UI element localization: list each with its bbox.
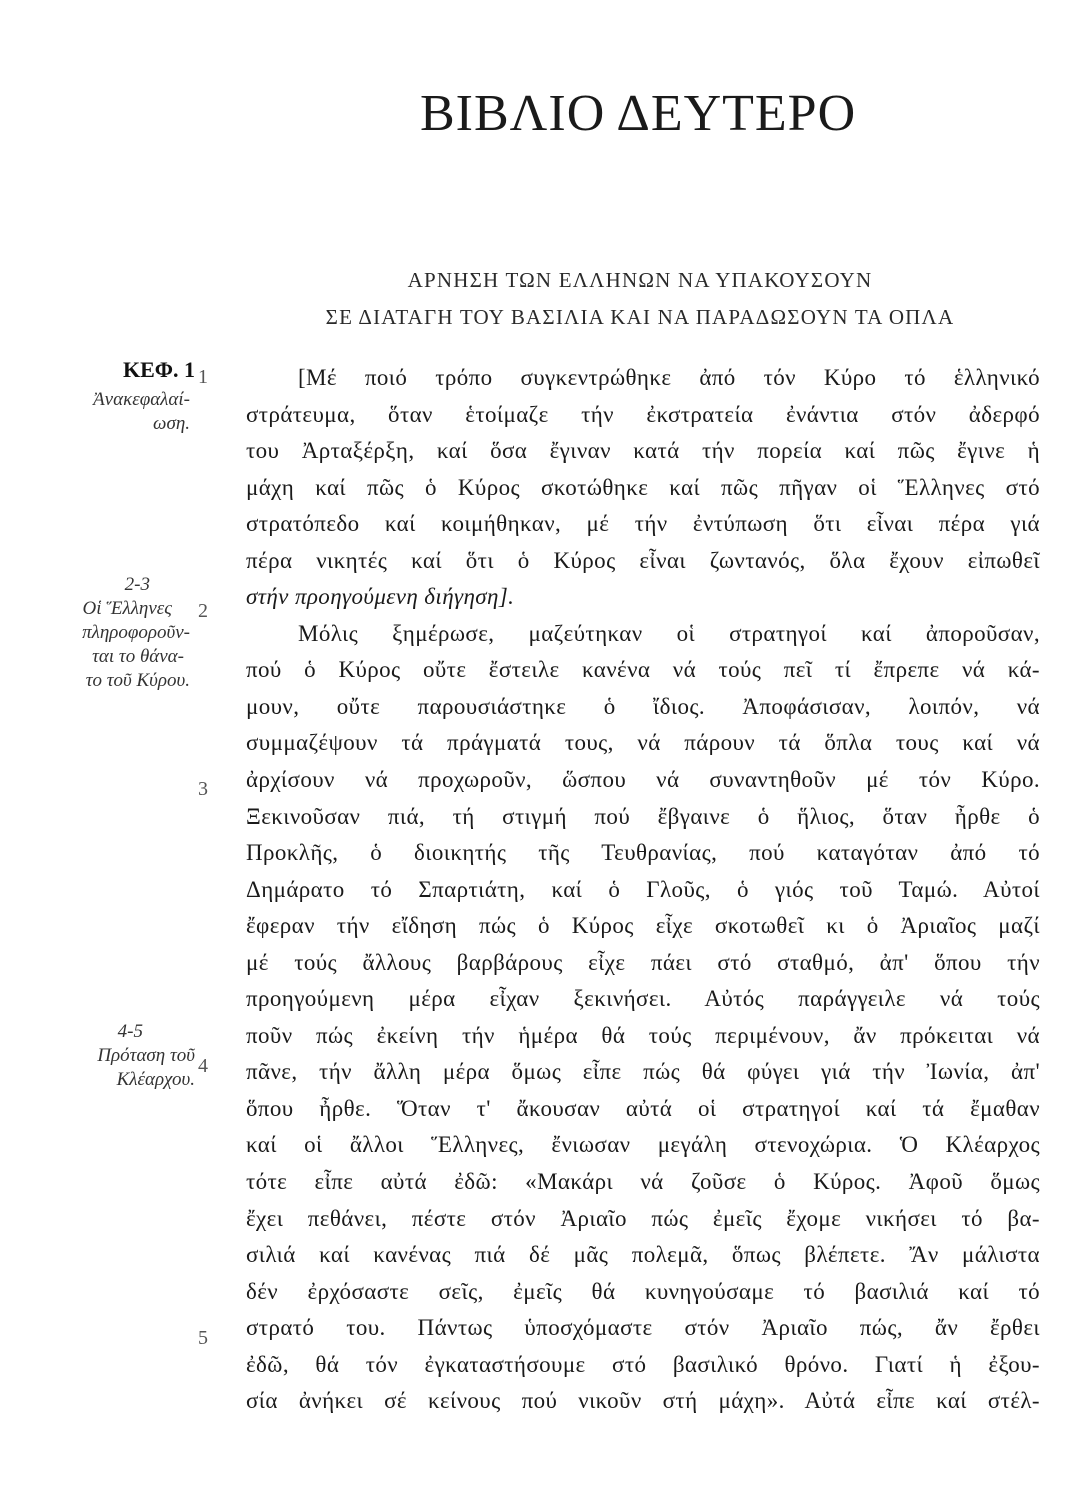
body-text: [246, 360, 1040, 1420]
text-line: Ξεκινοῦσαν πιά, τή στιγμή πού ἔβγαινε ὁ ἥλιος, ὅταν ἦρθε ὁ: [246, 803, 1040, 829]
text-line: σιλιά καί κανένας πιά δέ μᾶς πολεμᾶ, ὅπως βλέπετε. Ἄν μάλιστα: [246, 1242, 1040, 1268]
text-line: στράτευμα, ὅταν ἑτοίμαζε τήν ἐκστρατεία ἐνάντια στόν ἀδερφό: [246, 401, 1040, 427]
text-line: σία ἀνήκει σέ κείνους πού νικοῦν στή μάχη». Αὐτά εἶπε καί στέλ-: [246, 1388, 1040, 1414]
margin-note-line: Πρόταση τοῦ: [97, 1045, 195, 1066]
margin-note-line: Κλέαρχου.: [116, 1069, 195, 1090]
section-number: 3: [198, 778, 208, 800]
text-line: μουν, οὔτε παρουσιάστηκε ὁ ἴδιος. Ἀποφάσισαν, λοιπόν, νά: [246, 693, 1040, 719]
text-line: στρατόπεδο καί κοιμήθηκαν, μέ τήν ἐντύπωση ὅτι εἶναι πέρα γιά: [246, 511, 1040, 537]
text-line: ὅπου ἦρθε. Ὅταν τ' ἄκουσαν αὐτά οἱ στρατηγοί καί τά ἔμαθαν: [246, 1095, 1040, 1121]
chapter-heading: [200, 262, 1080, 336]
margin-note-summary: [20, 388, 190, 436]
margin-note-line: ται το θάνα-: [92, 646, 184, 667]
text-line: του Ἀρταξέρξη, καί ὅσα ἔγιναν κατά τήν πορεία καί πῶς ἔγινε ἡ: [246, 438, 1040, 464]
text-line: πᾶνε, τήν ἄλλη μέρα ὅμως εἶπε πώς θά φύγει γιά τήν Ἰωνία, ἀπ': [246, 1059, 1040, 1085]
margin-note-line: Ἀνακεφαλαί-: [93, 389, 190, 410]
text-line: πέρα νικητές καί ὅτι ὁ Κύρος εἶναι ζωντανός, ὅλα ἔχουν εἰπωθεῖ: [246, 547, 1040, 573]
text-line: καί οἱ ἄλλοι Ἕλληνες, ἔνιωσαν μεγάλη στενοχώρια. Ὁ Κλέαρχος: [246, 1132, 1040, 1158]
margin-note-line: πληροφοροῦν-: [82, 622, 190, 643]
text-line: [Μέ ποιό τρόπο συγκεντρώθηκε ἀπό τόν Κύρο τό ἑλληνικό: [298, 365, 1040, 390]
text-line: πού ὁ Κύρος οὔτε ἔστειλε κανένα νά τούς πεῖ τί ἔπρεπε νά κά-: [246, 657, 1040, 683]
text-line: ποῦν πώς ἐκείνη τήν ἡμέρα θά τούς περιμένουν, ἄν πρόκειται νά: [246, 1022, 1040, 1048]
margin-note-clearchus-proposal: [20, 1020, 195, 1092]
text-line: ἔχει πεθάνει, πέστε στόν Ἀριαῖο πώς ἐμεῖς ἔχομε νικήσει τό βα-: [246, 1205, 1040, 1231]
text-line: Μόλις ξημέρωσε, μαζεύτηκαν οἱ στρατηγοί καί ἀποροῦσαν,: [298, 620, 1040, 646]
section-number: 5: [198, 1327, 208, 1349]
margin-note-line: ωση.: [153, 413, 190, 434]
text-line: τότε εἶπε αὐτά ἐδῶ: «Μακάρι νά ζοῦσε ὁ Κύρος. Ἀφοῦ ὅμως: [246, 1169, 1040, 1195]
chapter-heading-line: ΣΕ ΔΙΑΤΑΓΗ ΤΟΥ ΒΑΣΙΛΙΑ ΚΑΙ ΝΑ ΠΑΡΑΔΩΣΟΥΝ ΤΑ ΟΠΛΑ: [325, 305, 955, 329]
margin-note-greeks-informed: [20, 573, 190, 693]
margin-note-line: το τοῦ Κύρου.: [85, 670, 190, 691]
text-line: ἔφεραν τήν εἴδηση πώς ὁ Κύρος εἶχε σκοτωθεῖ κι ὁ Ἀριαῖος μαζί: [246, 913, 1040, 939]
margin-note-range: 4-5: [117, 1021, 143, 1042]
text-line: ἐδῶ, θά τόν ἐγκαταστήσουμε στό βασιλικό θρόνο. Γιατί ἡ ἐξου-: [246, 1351, 1040, 1377]
margin-note-line: Οἱ Ἕλληνες: [82, 598, 172, 619]
margin-note-range: 2-3: [124, 574, 150, 595]
text-line: δέν ἐρχόσαστε σεῖς, ἐμεῖς θά κυνηγούσαμε τό βασιλιά καί τό: [246, 1278, 1040, 1304]
text-line: στρατό του. Πάντως ὑποσχόμαστε στόν Ἀριαῖο πώς, ἄν ἔρθει: [246, 1315, 1040, 1341]
chapter-label: ΚΕΦ. 1: [122, 357, 195, 382]
section-number: 1: [198, 366, 208, 388]
book-title: ΒΙΒΛΙΟ ΔΕΥΤΕΡΟ: [420, 85, 857, 142]
text-line: Προκλῆς, ὁ διοικητής τῆς Τευθρανίας, πού καταγόταν ἀπό τό: [246, 840, 1040, 866]
section-number: 4: [198, 1055, 208, 1077]
text-line: ἀρχίσουν νά προχωροῦν, ὥσπου νά συναντηθοῦν μέ τόν Κύρο.: [246, 767, 1040, 793]
text-line: μέ τούς ἄλλους βαρβάρους εἶχε πάει στό σταθμό, ἀπ' ὅπου τήν: [246, 949, 1040, 975]
chapter-heading-line: ΑΡΝΗΣΗ ΤΩΝ ΕΛΛΗΝΩΝ ΝΑ ΥΠΑΚΟΥΣΟΥΝ: [407, 268, 873, 292]
text-line: προηγούμενη μέρα εἶχαν ξεκινήσει. Αὐτός παράγγειλε νά τούς: [246, 986, 1040, 1012]
text-line: μάχη καί πῶς ὁ Κύρος σκοτώθηκε καί πῶς πῆγαν οἱ Ἕλληνες στό: [246, 474, 1040, 500]
text-line: συμμαζέψουν τά πράγματά τους, νά πάρουν τά ὅπλα τους καί νά: [246, 730, 1040, 756]
text-line: Δημάρατο τό Σπαρτιάτη, καί ὁ Γλοῦς, ὁ γιός τοῦ Ταμώ. Αὐτοί: [246, 876, 1040, 902]
section-number: 2: [198, 600, 208, 622]
text-line: στήν προηγούμενη διήγηση].: [246, 584, 515, 610]
